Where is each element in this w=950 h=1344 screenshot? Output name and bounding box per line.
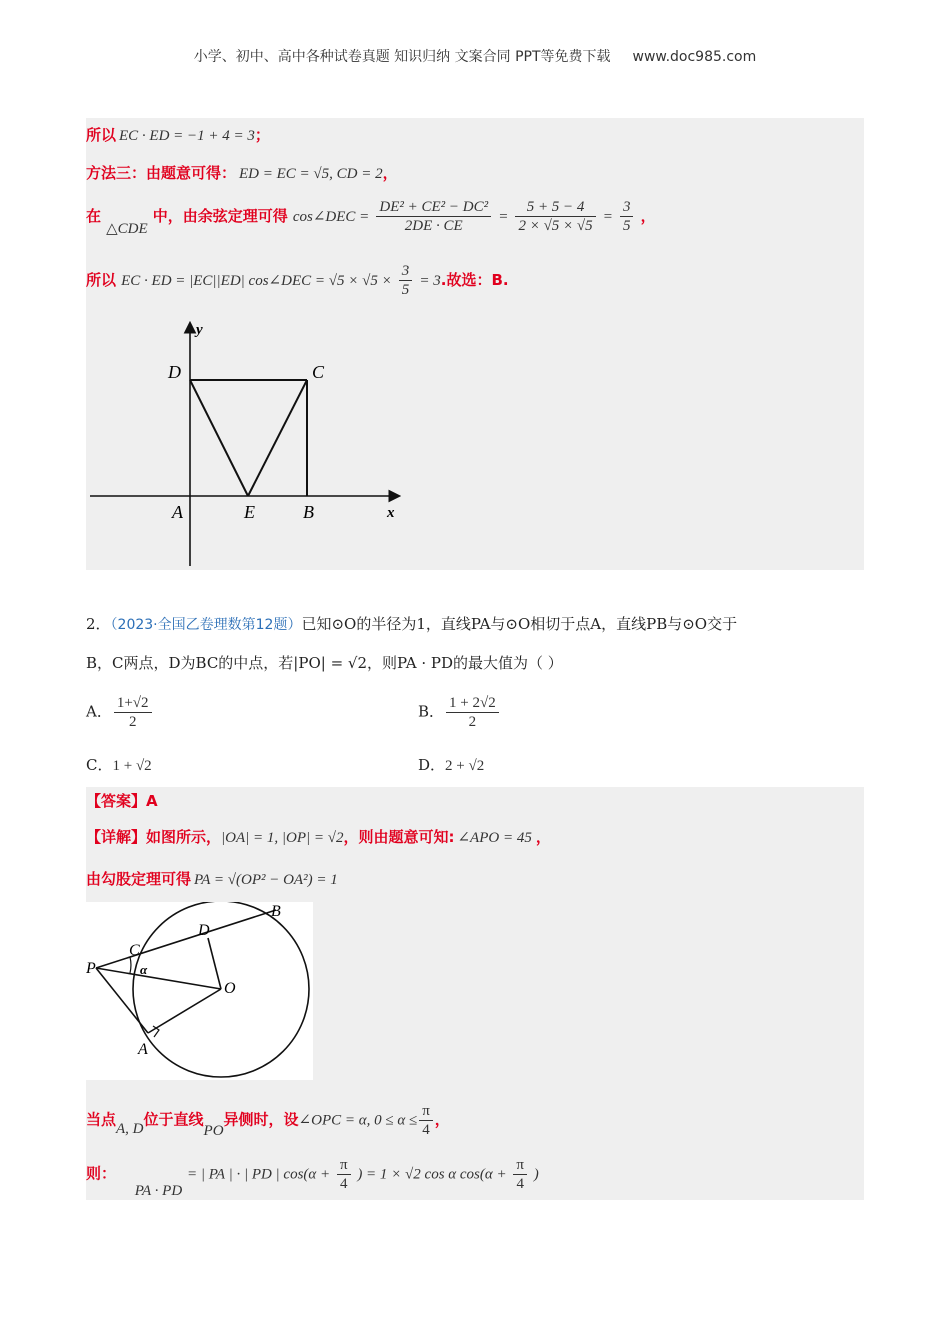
page-header — [0, 46, 950, 68]
line4-fraction: $\frac{3}{5}$ — [399, 262, 413, 299]
cos-fraction-3: $\frac{3}{5}$ — [620, 198, 634, 235]
sol1-line4: 所以 EC · ED = |EC||ED| cos∠DEC = √5 × √5 × $\frac{3}{5}$ = 3.故选：B. — [86, 263, 509, 298]
label-A: A — [172, 502, 183, 522]
case-line: 当点A, D位于直线PO异侧时，设∠OPC = α, 0 ≤ α ≤ $\frac{\pi}{4}$ ， — [86, 1103, 450, 1139]
cos-fraction-1: $\frac{\text{DE² + CE² − DC²}}{2DE \cdot CE}$ — [376, 198, 491, 235]
label-y: y — [196, 322, 203, 338]
detail-line: 【详解】如图所示，|OA| = 1, |OP| = √2，则由题意可知: ∠APO = 45 ， — [86, 828, 551, 846]
segment-DE — [190, 380, 248, 496]
label-D: D — [168, 362, 181, 382]
label-C: C — [129, 942, 140, 959]
label-P: P — [86, 960, 96, 977]
then-line: 则： PA · PD = | PA | · | PD | cos(α + $\frac{\pi}{4}$ ) = 1 × √2 cos α cos(α + $\frac{\pi}{4}$ ) — [86, 1157, 539, 1199]
label-C: C — [312, 362, 325, 382]
header-site[interactable]: www.doc985.com — [632, 49, 757, 65]
label-O: O — [224, 980, 236, 997]
option-A[interactable]: A． $\frac{1+√2}{2}$ — [86, 694, 154, 731]
option-D[interactable]: D．2 + √2 — [418, 756, 485, 774]
answer-line: 【答案】A — [86, 792, 158, 810]
sol1-line3: 在 △CDE 中，由余弦定理可得 cos∠DEC = $\frac{\text{DE² + CE² − DC²}}{2DE \cdot CE}$ = $\frac{5 + 5 - 4}{2 \times √5 \times √5}$ = $\frac{3}{5}$ ， — [86, 199, 656, 237]
label-D: D — [198, 922, 210, 939]
question-2-line-2: B，C两点，D为BC的中点，若|PO| = √2，则PA · PD的最大值为（ ） — [86, 654, 563, 672]
question-2-line-1: 2．（2023·全国乙卷理数第12题）已知⊙O的半径为1，直线PA与⊙O相切于点A，直线PB与⊙O交于 — [86, 615, 738, 633]
label-B: B — [271, 903, 281, 920]
label-B: B — [303, 502, 314, 522]
label-E: E — [244, 502, 255, 522]
figure-2-circle-diagram — [86, 902, 313, 1080]
label-alpha: α — [140, 962, 148, 977]
sol1-line2: 方法三：由题意可得： ED = EC = √5, CD = 2， — [86, 164, 398, 182]
pythagoras-line: 由勾股定理可得 PA = √(OP² − OA²) = 1 — [86, 870, 338, 888]
segment-CE — [248, 380, 307, 496]
figure-1-coordinate-diagram — [86, 318, 426, 568]
option-C[interactable]: C．1 + √2 — [86, 756, 152, 774]
sol1-line1: 所以 EC · ED = −1 + 4 = 3； — [86, 126, 270, 144]
label-x: x — [387, 505, 395, 521]
header-text: 小学、初中、高中各种试卷真题 知识归纳 文案合同 PPT等免费下载 — [193, 49, 611, 65]
cos-fraction-2: $\frac{5 + 5 - 4}{2 \times √5 \times √5}$ — [515, 198, 595, 235]
option-B[interactable]: B． $\frac{1 + 2√2}{2}$ — [418, 694, 501, 731]
label-A: A — [138, 1041, 148, 1058]
